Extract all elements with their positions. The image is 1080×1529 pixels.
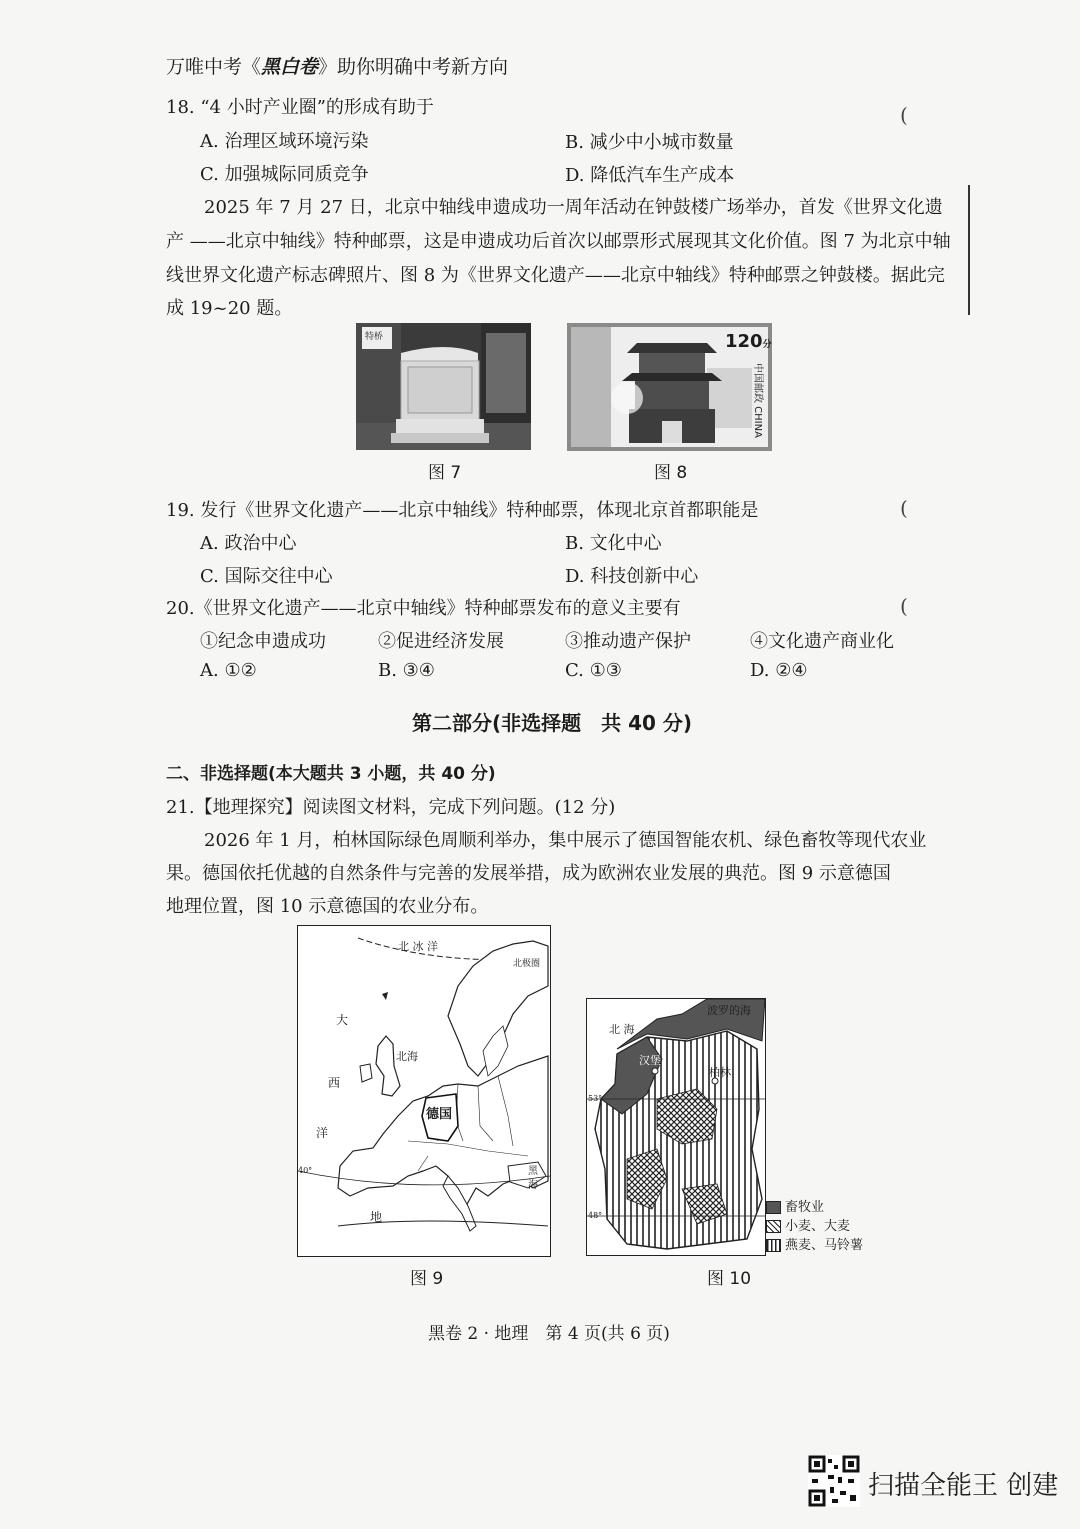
answer-paren-20: ( [900,594,908,618]
q20-option-a: A. ①② [200,660,257,681]
figure-10-germany-map [586,998,766,1256]
brand-name: 黑白卷 [261,56,319,78]
legend-swatch-oats-potato [766,1239,781,1252]
q19-option-d: D. 科技创新中心 [565,566,699,587]
q20-statement-3: ③推动遗产保护 [565,631,691,652]
figure-7-sign-text: 特桥 [365,332,384,342]
label-mediterranean-di: 地 [370,1210,383,1224]
figure-10-legend [766,1198,863,1255]
scan-edge-line [968,185,970,315]
answer-paren-19: ( [900,496,908,520]
q21-material-line-3: 地理位置，图 10 示意德国的农业分布。 [166,896,489,917]
label-arctic-circle: 北极圈 [513,959,541,969]
figure-7-caption: 图 7 [428,463,462,483]
question-19-stem: 19. 发行《世界文化遗产——北京中轴线》特种邮票，体现北京首都职能是 [166,500,759,521]
section-2-title: 二、非选择题(本大题共 3 小题，共 40 分) [166,764,496,784]
q19-option-b: B. 文化中心 [565,533,662,554]
question-21-stem: 21.【地理探究】阅读图文材料，完成下列问题。(12 分) [166,797,616,818]
intro-line-4: 成 19~20 题。 [166,298,293,319]
q20-option-b: B. ③④ [378,660,435,681]
figure-9-europe-map [297,925,551,1257]
label-black-sea-hei: 黑 [528,1166,538,1177]
legend-item-oats-potato: 燕麦、马铃薯 [766,1236,863,1255]
legend-item-wheat-barley: 小麦、大麦 [766,1217,863,1236]
q20-statement-1: ①纪念申遗成功 [200,631,326,652]
intro-line-3: 线世界文化遗产标志碑照片、图 8 为《世界文化遗产——北京中轴线》特种邮票之钟鼓楼。据此完 [166,265,945,286]
question-18-stem: 18. “4 小时产业圈”的形成有助于 [166,97,434,118]
q19-option-a: A. 政治中心 [200,533,297,554]
figure-7-photo [356,323,531,450]
figure-8-caption: 图 8 [654,463,688,483]
q18-option-d: D. 降低汽车生产成本 [565,165,735,186]
intro-line-2: 产 ——北京中轴线》特种邮票，这是申遗成功后首次以邮票形式展现其文化价值。图 7 为北京中轴 [166,231,951,252]
label-berlin: 柏林 [709,1066,731,1079]
label-ocean-yang: 洋 [316,1126,329,1140]
part-2-title: 第二部分(非选择题 共 40 分) [412,711,693,735]
page-footer: 黑卷 2 · 地理 第 4 页(共 6 页) [428,1324,670,1344]
figure-8-stamp [567,323,772,451]
label-black-sea-hai: 海 [528,1180,538,1191]
label-germany: 德国 [426,1107,453,1122]
legend-swatch-wheat-barley [766,1220,781,1233]
intro-line-1: 2025 年 7 月 27 日，北京中轴线申遗成功一周年活动在钟鼓楼广场举办，首发《世界文化遗 [204,197,943,218]
answer-paren-18: ( [900,103,908,127]
label-arctic-ocean: 北 冰 洋 [398,940,438,953]
scanner-watermark-text: 扫描全能王 创建 [868,1471,1059,1501]
stamp-country: 中国邮政 CHINA [752,363,763,438]
label-ocean-xi: 西 [328,1076,341,1090]
label-hamburg: 汉堡 [639,1054,661,1067]
stamp-value: 120分 [725,331,772,352]
figure-10-caption: 图 10 [707,1269,752,1289]
q21-material-line-2: 果。德国依托优越的自然条件与完善的发展举措，成为欧洲农业发展的典范。图 9 示意德国 [166,863,891,884]
question-20-stem: 20.《世界文化遗产——北京中轴线》特种邮票发布的意义主要有 [166,598,681,619]
q20-statement-4: ④文化遗产商业化 [750,631,894,652]
label-north-sea: 北海 [396,1050,418,1063]
q20-statement-2: ②促进经济发展 [378,631,504,652]
label-baltic-sea: 波罗的海 [707,1004,751,1017]
label-ocean-da: 大 [336,1013,349,1027]
legend-item-livestock: 畜牧业 [766,1198,863,1217]
q18-option-c: C. 加强城际同质竞争 [200,164,369,185]
legend-swatch-livestock [766,1201,781,1214]
label-lat-40: 40° [298,1166,313,1175]
qr-code-icon [808,1455,860,1507]
figure-9-caption: 图 9 [410,1269,444,1289]
label-north-sea: 北 海 [609,1023,635,1036]
q21-material-line-1: 2026 年 1 月，柏林国际绿色周顺利举办，集中展示了德国智能农机、绿色畜牧等现代农业 [204,830,927,851]
page-header: 万唯中考《黑白卷》助你明确中考新方向 [166,56,509,78]
q20-option-d: D. ②④ [750,660,808,681]
q18-option-a: A. 治理区域环境污染 [200,131,369,152]
q18-option-b: B. 减少中小城市数量 [565,132,734,153]
q19-option-c: C. 国际交往中心 [200,566,333,587]
label-lat-53: 53° [588,1094,603,1103]
q20-option-c: C. ①③ [565,660,622,681]
label-lat-48: 48° [588,1211,603,1220]
